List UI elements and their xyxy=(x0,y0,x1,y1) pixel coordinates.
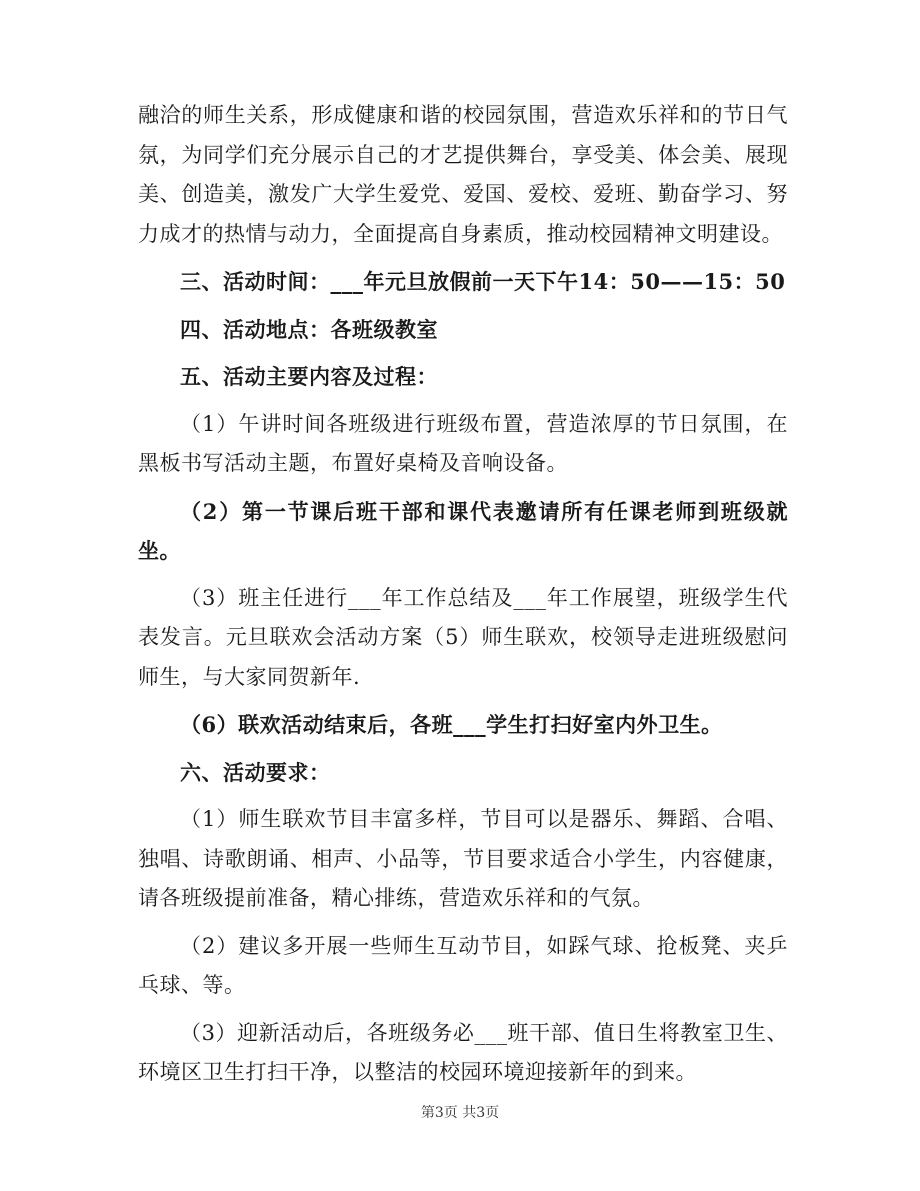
heading-activity-time: 三、活动时间：___年元旦放假前一天下午14：50——15：50 xyxy=(180,269,786,294)
paragraph-intro-continued: 融洽的师生关系，形成健康和谐的校园氛围，营造欢乐祥和的节日气氛，为同学们充分展示自己的才艺提供舞台，享受美、体会美、展现美、创造美，激发广大学生爱党、爱国、爱校、爱班、勤奋学习、努力成才的热情与动力，全面提高自身素质，推动校园精神文明建设。 xyxy=(138,103,788,246)
paragraph-requirement-1: （1）师生联欢节目丰富多样，节目可以是器乐、舞蹈、合唱、独唱、诗歌朗诵、相声、小品等，节目要求适合小学生，内容健康，请各班级提前准备，精心排练，营造欢乐祥和的气氛。 xyxy=(138,807,788,910)
heading-activity-requirements: 六、活动要求： xyxy=(180,759,331,785)
paragraph-step-1: （1）午讲时间各班级进行班级布置，营造浓厚的节日氛围，在黑板书写活动主题，布置好桌椅及音响设备。 xyxy=(138,411,788,475)
paragraph-step-2: （2）第一节课后班干部和课代表邀请所有任课老师到班级就坐。 xyxy=(138,498,789,563)
paragraph-step-3: （3）班主任进行___年工作总结及___年工作展望，班级学生代表发言。元旦联欢会活动方案（5）师生联欢，校领导走进班级慰问师生，与大家同贺新年. xyxy=(138,585,788,689)
heading-activity-location: 四、活动地点：各班级教室 xyxy=(180,316,438,342)
paragraph-requirement-2: （2）建议多开展一些师生互动节目，如踩气球、抢板凳、夹乒乓球、等。 xyxy=(138,933,788,997)
paragraph-step-6: （6）联欢活动结束后，各班___学生打扫好室内外卫生。 xyxy=(180,712,723,737)
document-body xyxy=(138,96,788,1101)
page-number-footer: 第3页 共3页 xyxy=(420,1105,500,1121)
paragraph-requirement-3: （3）迎新活动后，各班级务必___班干部、值日生将教室卫生、环境区卫生打扫干净，以整洁的校园环境迎接新年的到来。 xyxy=(138,1020,788,1084)
heading-activity-content: 五、活动主要内容及过程： xyxy=(180,364,438,389)
